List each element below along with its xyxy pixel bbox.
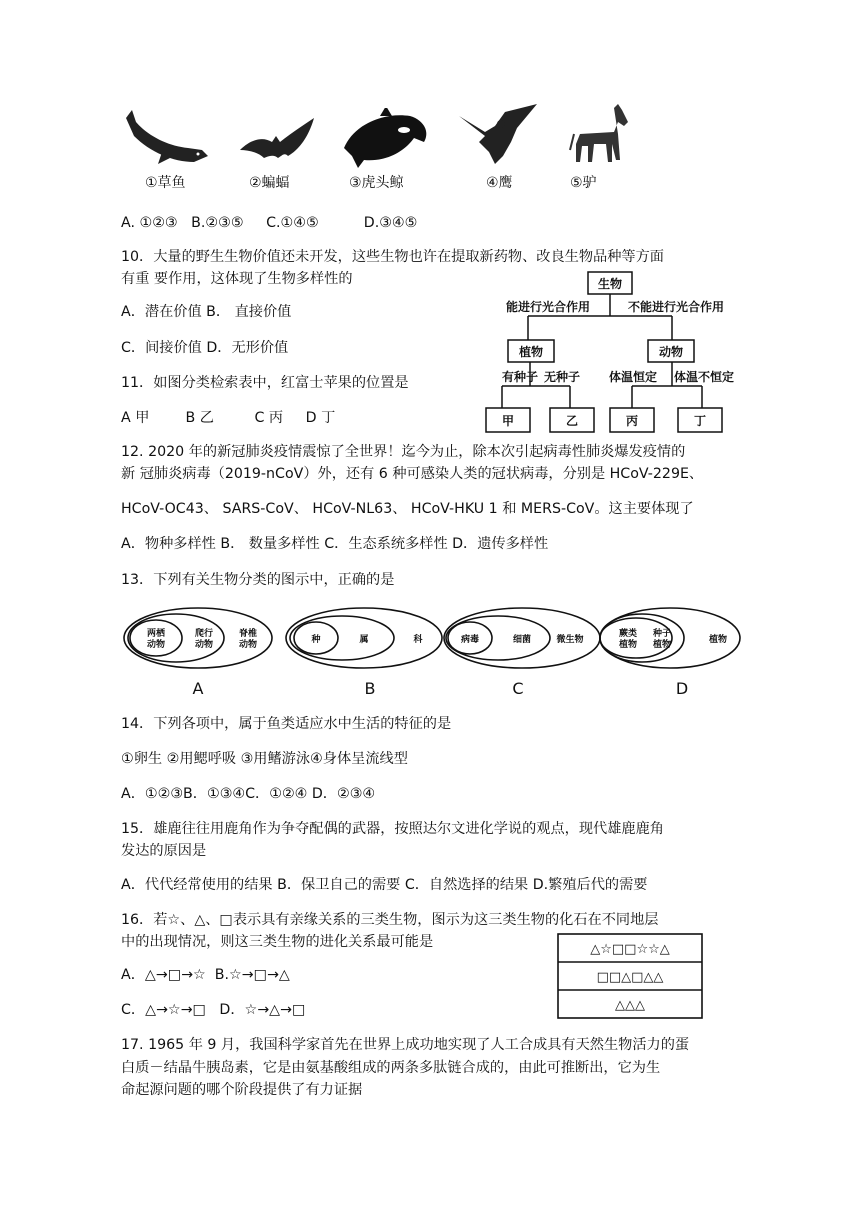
animal-label: ⑤驴 <box>570 175 597 191</box>
q11-stem: 11．如图分类检索表中，红富士苹果的位置是 <box>121 375 409 391</box>
q16-option: A．△→□→☆ B.☆→□→△ <box>121 967 290 983</box>
tree-no-seed: 无种子 <box>543 370 581 384</box>
bat-icon <box>238 110 318 165</box>
diagram-b-inner: 种 <box>311 635 321 645</box>
q17-stem: 白质－结晶牛胰岛素，它是由氨基酸组成的两条多肽链合成的，由此可推断出，它为生 <box>121 1060 661 1076</box>
tree-var-temp: 体温不恒定 <box>673 370 735 384</box>
stratum-bottom: △△△ <box>615 998 645 1013</box>
donkey-icon <box>566 104 632 168</box>
diagram-c-middle: 细菌 <box>512 635 532 645</box>
diagram-letter: B <box>364 679 376 698</box>
q9-options: A. ①②③ B.②③⑤ C.①④⑤ D.③④⑤ <box>121 215 418 231</box>
q10-stem: 有重 要作用，这体现了生物多样性的 <box>121 271 353 287</box>
tree-leaf-label: 丙 <box>625 414 639 428</box>
q15-options: A．代代经常使用的结果 B．保卫自己的需要 C．自然选择的结果 D.繁殖后代的需要 <box>121 877 648 893</box>
q12-stem: 新 冠肺炎病毒（2019-nCoV）外，还有 6 种可感染人类的冠状病毒，分别是 HCoV-229E、 <box>121 466 704 482</box>
q15-stem: 15．雄鹿往往用鹿角作为争夺配偶的武器，按照达尔文进化学说的观点，现代雄鹿鹿角 <box>121 821 664 837</box>
diagram-letter: A <box>192 679 204 698</box>
stratum-top: △☆□□☆☆△ <box>590 942 670 957</box>
q15-stem: 发达的原因是 <box>121 843 207 859</box>
diagram-c-inner: 病毒 <box>460 635 480 645</box>
diagram-a-outer: 脊椎动物 <box>238 629 258 650</box>
tree-leaf-label: 甲 <box>501 414 515 428</box>
diagram-b-middle: 属 <box>359 635 369 645</box>
q16-option: C．△→☆→□ D．☆→△→□ <box>121 1002 306 1018</box>
q12-stem: HCoV-OC43、 SARS-CoV、 HCoV-NL63、 HCoV-HKU 1 和 MERS-CoV。这主要体现了 <box>121 501 694 517</box>
whale-icon <box>340 108 432 170</box>
q14-items: ①卵生 ②用鳃呼吸 ③用鳍游泳④身体呈流线型 <box>121 751 408 767</box>
fish-icon <box>118 100 213 168</box>
q12-stem: 12. 2020 年的新冠肺炎疫情震惊了全世界！迄今为止，除本次引起病毒性肺炎爆发疫情的 <box>121 444 686 460</box>
animal-label: ③虎头鲸 <box>349 175 404 191</box>
stratum-middle: □□△□△△ <box>596 970 664 985</box>
q17-stem: 命起源问题的哪个阶段提供了有力证据 <box>121 1082 363 1098</box>
tree-branch-right: 不能进行光合作用 <box>627 300 725 314</box>
q16-stem: 中的出现情况，则这三类生物的进化关系最可能是 <box>121 934 434 950</box>
diagram-a-inner: 两栖动物 <box>146 629 166 650</box>
q16-stem: 16．若☆、△、□表示具有亲缘关系的三类生物，图示为这三类生物的化石在不同地层 <box>121 912 659 928</box>
q17-stem: 17. 1965 年 9 月，我国科学家首先在世界上成功地实现了人工合成具有天然生物活力的蛋 <box>121 1037 690 1053</box>
q14-stem: 14．下列各项中，属于鱼类适应水中生活的特征的是 <box>121 716 452 732</box>
tree-const-temp: 体温恒定 <box>608 370 658 384</box>
diagram-letter: D <box>675 679 689 698</box>
q10-stem: 10．大量的野生生物价值还未开发，这些生物也许在提取新药物、改良生物品种等方面 <box>121 249 664 265</box>
eagle-icon <box>455 102 540 166</box>
classification-key-diagram <box>482 268 744 438</box>
tree-has-seed: 有种子 <box>501 370 539 384</box>
q10-option: A．潜在价值 B． 直接价值 <box>121 304 292 320</box>
tree-leaf-label: 丁 <box>693 414 707 428</box>
fossil-strata-diagram <box>556 932 704 1020</box>
diagram-letter: C <box>512 679 524 698</box>
q13-stem: 13．下列有关生物分类的图示中，正确的是 <box>121 572 395 588</box>
animal-label: ④鹰 <box>486 175 513 191</box>
diagram-d-inner: 蕨类植物 <box>618 629 638 650</box>
animal-label: ②蝙蝠 <box>249 175 290 191</box>
q14-options: A．①②③B．①③④C．①②④ D．②③④ <box>121 786 376 802</box>
q12-options: A．物种多样性 B． 数量多样性 C．生态系统多样性 D．遗传多样性 <box>121 536 549 552</box>
tree-animal-label: 动物 <box>658 345 684 359</box>
diagram-b-outer: 科 <box>413 635 423 645</box>
tree-branch-left: 能进行光合作用 <box>505 300 591 314</box>
tree-plant-label: 植物 <box>518 345 544 359</box>
q13-nested-diagrams <box>118 602 744 698</box>
tree-root-label: 生物 <box>597 277 623 291</box>
animal-label: ①草鱼 <box>145 175 186 191</box>
diagram-d-middle: 种子植物 <box>652 629 672 650</box>
q11-options: A 甲 B 乙 C 丙 D 丁 <box>121 410 336 426</box>
diagram-c-outer: 微生物 <box>556 635 584 645</box>
diagram-a-middle: 爬行动物 <box>194 629 214 650</box>
tree-leaf-label: 乙 <box>565 414 579 428</box>
diagram-d-outer: 植物 <box>708 635 728 645</box>
q10-option: C．间接价值 D．无形价值 <box>121 340 289 356</box>
